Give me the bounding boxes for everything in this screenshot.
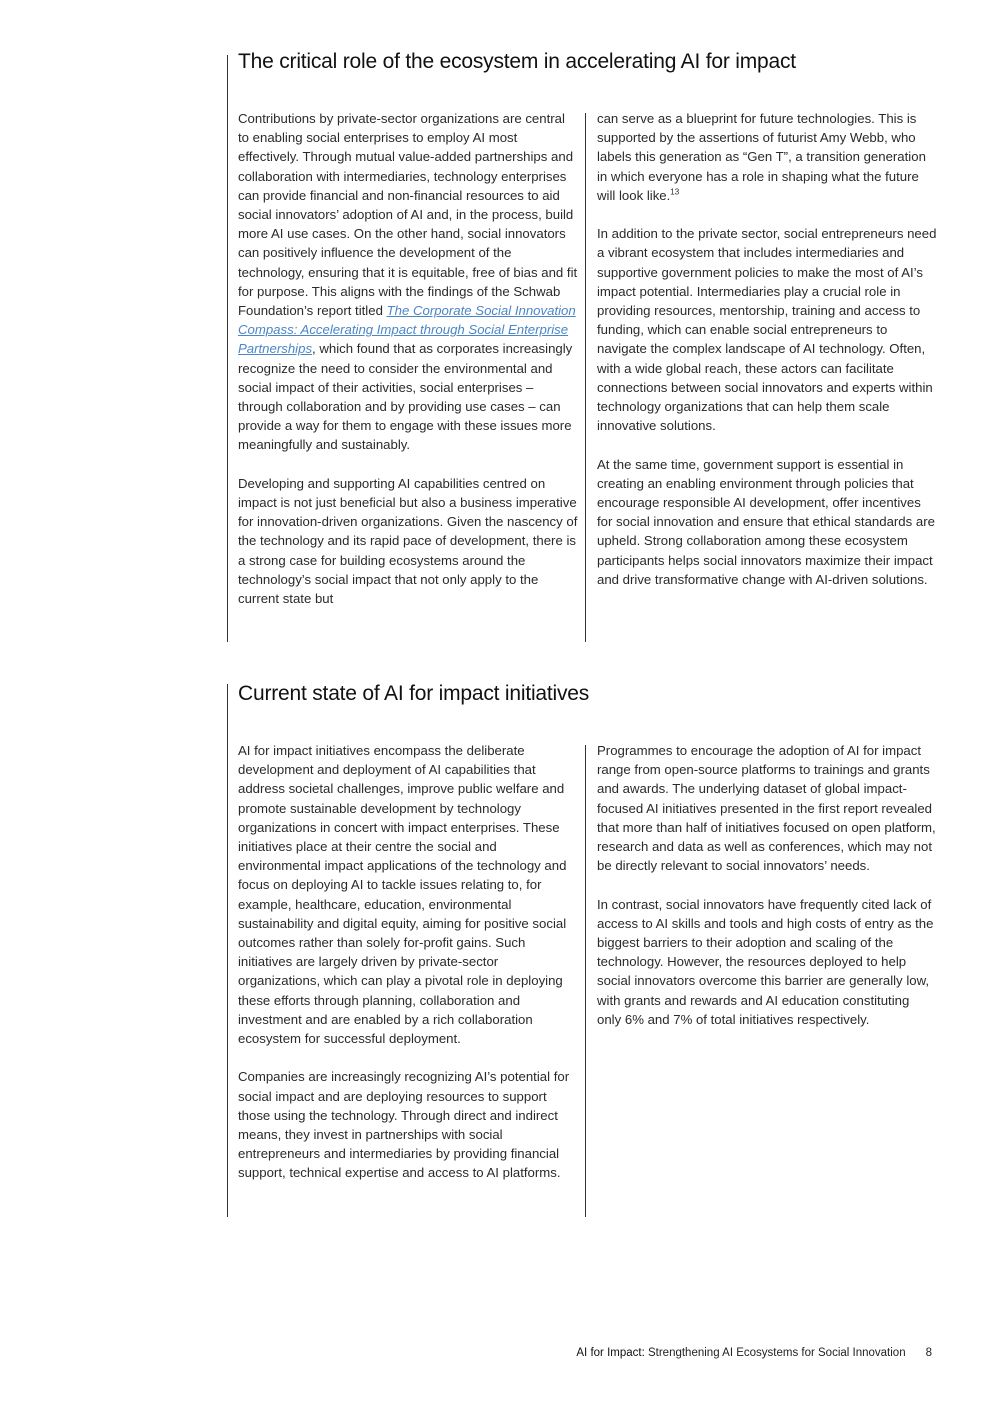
section1-right-column: [597, 109, 937, 608]
section2-right-paragraph-1: Programmes to encourage the adoption of AI for impact range from open-source platforms to trainings and grants and awards. The underlying dataset of global impact-focused AI initiatives presented in the first report revealed that more than half of initiatives focused on open platform, research and data as well as conferences, which may not be directly relevant to social innovators’ needs.: [597, 743, 936, 874]
section2-left-paragraph-2: Companies are increasingly recognizing AI’s potential for social impact and are deploying resources to support those using the technology. Through direct and indirect means, they invest in partnerships with social entrepreneurs and intermediaries by providing financial support, technical expertise and access to AI platforms.: [238, 1069, 570, 1181]
section1-left-rule: [227, 55, 228, 642]
section1-column-divider: [585, 113, 586, 642]
footer-report-title: Strengthening AI Ecosystems for Social Innovation: [644, 1347, 906, 1359]
section2-left-rule: [227, 684, 228, 1217]
section2-column-divider: [585, 745, 586, 1217]
paragraph-text: Contributions by private-sector organizations are central to enabling social enterprises to employ AI most effectively. Through mutual value-added partnerships and collaboration with intermediaries, technology enterprises can provide financial and non-financial resources to aid social innovators’ adoption of AI and, in the process, build more AI use cases. On the other hand, social innovators can positively influence the development of the technology, ensuring that it is equitable, free of bias and fit for purpose. This aligns with the findings of the Schwab Foundation’s report titled: [238, 111, 578, 319]
section1-right-paragraph-1: [597, 109, 937, 205]
section2-right-column: [597, 741, 937, 1048]
section1-right-paragraph-2: In addition to the private sector, social entrepreneurs need a vibrant ecosystem that includes intermediaries and supportive government policies to make the most of AI’s impact potential. Intermediaries play a crucial role in providing resources, mentorship, training and access to funding, which can enable social entrepreneurs to navigate the complex landscape of AI technology. Often, with a wide global reach, these actors can facilitate connections between social innovators and experts within technology organizations that can help them scale innovative solutions.: [597, 226, 937, 434]
section1-left-paragraph-2: Developing and supporting AI capabilities centred on impact is not just beneficial but also a business imperative for innovation-driven organizations. Given the nascency of the technology and its rapid pace of development, there is a strong case for building ecosystems around the technology’s social impact that not only apply to the current state but: [238, 475, 578, 607]
section2-left-paragraph-1: AI for impact initiatives encompass the deliberate development and deployment of AI capabilities that address societal challenges, improve public welfare and promote sustainable development by technology organizations in concert with impact enterprises. These initiatives place at their centre the social and environmental impact applications of the technology and focus on deploying AI to tackle issues relating to, for example, healthcare, education, environmental sustainability and digital equity, aiming for positive social outcomes rather than solely for-profit gains. Such initiatives are largely driven by private-sector organizations, which can play a pivotal role in deploying these efforts through planning, collaboration and investment and are enabled by a rich collaboration ecosystem for successful deployment.: [238, 743, 567, 1047]
section1-left-column: [238, 109, 578, 627]
paragraph-text: can serve as a blueprint for future technologies. This is supported by the assertions of futurist Amy Webb, who labels this generation as “Gen T”, a transition generation in which everyone has a role in shaping what the future will look like.: [597, 111, 926, 203]
section1-title: The critical role of the ecosystem in accelerating AI for impact: [238, 50, 796, 73]
section2-left-column: [238, 741, 578, 1202]
page-number: 8: [925, 1347, 932, 1359]
footer-report-title-bold: AI for Impact:: [576, 1347, 645, 1359]
corporate-social-innovation-compass-link[interactable]: The Corporate Social Innovation Compass: Accelerating Impact through Social Enterprise Partnerships: [238, 303, 576, 357]
section1-left-paragraph-1: [238, 109, 578, 455]
section1-right-paragraph-3: At the same time, government support is essential in creating an enabling environment through policies that encourage responsible AI development, offer incentives for social innovation and ensure that ethical standards are upheld. Strong collaboration among these ecosystem participants helps social innovators maximize their impact and drive transformative change with AI-driven solutions.: [597, 456, 935, 587]
footnote-marker[interactable]: 13: [670, 187, 680, 197]
paragraph-text: , which found that as corporates increasingly recognize the need to consider the environmental and social impact of their activities, social enterprises – through collaboration and by providing use cases – can provide a way for them to engage with these issues more meaningfully and sustainably.: [238, 341, 573, 453]
page-footer: [0, 1347, 932, 1359]
section2-title: Current state of AI for impact initiatives: [238, 682, 590, 705]
section2-right-paragraph-2: In contrast, social innovators have frequently cited lack of access to AI skills and tools and high costs of entry as the biggest barriers to their adoption and scaling of the technology. However, the resources deployed to help social innovators overcome this barrier are generally low, with grants and rewards and AI education constituting only 6% and 7% of total initiatives respectively.: [597, 896, 934, 1027]
